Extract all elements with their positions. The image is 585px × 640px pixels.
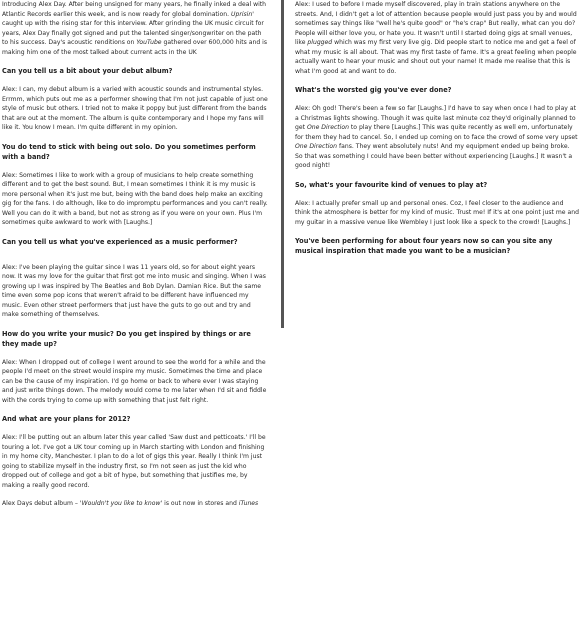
column-divider bbox=[281, 0, 284, 328]
left-column bbox=[2, 0, 268, 518]
closing-text-1: Alex Days debut album – bbox=[2, 500, 78, 507]
question: Can you tell us what you've experienced as a music performer? bbox=[2, 237, 238, 246]
answer bbox=[295, 0, 579, 76]
answer: Alex: I actually prefer small up and personal ones. Coz, I feel closer to the audience and think the atmosphere is better for my kind of music. Trust me! If it's at one point just me and my guitar in a massive venue like Wembley I just look like a speck to the crowd! [Laughs.] bbox=[295, 199, 579, 226]
itunes-name: iTunes bbox=[238, 500, 259, 507]
youtube-name: YouTube bbox=[136, 39, 162, 46]
answer-text: to play there [Laughs.] This was quite recently as well em, unfortunately for them they had to cancel. So, I ended up coming on to face the crowd of some very upset bbox=[295, 124, 578, 141]
intro-text-2: caught up with the rising star for this interview. After grinding the UK music circuit for years, Alex Day finally got signed and put the talented singer/songwriter on the path to his success. Day's acoustic renditions on bbox=[2, 20, 264, 46]
album-title: 'Wouldn't you like to know' bbox=[79, 500, 163, 507]
question: You do tend to stick with being out solo. Do you sometimes perform with a band? bbox=[2, 142, 256, 161]
answer: Alex: I'll be putting out an album later this year called 'Saw dust and petticoats.' I'll be touring a lot. I've got a UK tour coming up in March starting with London and finishing in my home city, Manchester. I plan to do a lot of gigs this year. Really I think I'm just going to stabilize myself in the industry first, so I'm not seen as just the kid who dropped out of college and got a bit of hype, but something that justifies me, by making a really good record. bbox=[2, 434, 266, 489]
question: And what are your plans for 2012? bbox=[2, 415, 131, 423]
question: What's the worsted gig you've ever done? bbox=[295, 86, 452, 94]
answer: Alex: I can, my debut album is a varied with acoustic sounds and instrumental styles. Errmm, which puts out me as a performer showing that I'm not just capable of just one style of music but others. I tried not to make it poppy but just different from the bands that are out at the moment. The album is quite contemporary and I hope my fans will like it. You know I mean. I'm quite different in my opinion. bbox=[2, 86, 268, 131]
intro-text-1: Introducing Alex Day. After being unsigned for many years, he finally inked a deal with Atlantic Records earlier this week, and is now ready for global domination. bbox=[2, 1, 267, 18]
question: You've been performing for about four years now so can you site any musical inspiration that made you want to be a musician? bbox=[295, 237, 553, 255]
venue-name: plugged bbox=[307, 39, 333, 46]
band-name: One Direction bbox=[306, 124, 349, 131]
answer bbox=[295, 104, 579, 171]
intro-text-3: gathered over 600,000 hits and is making him one of the most talked about current acts in the UK bbox=[2, 39, 268, 56]
answer-text: which was my first very live gig. Did people start to notice me and get a feel of what my music is all about. That was my first taste of fame. It's a great feeling when people actually want to hear your music and shout out your name! It made me realise that this is what I'm good at and want to do. bbox=[295, 39, 577, 75]
publication-name: Uprisin' bbox=[230, 10, 254, 18]
right-column bbox=[295, 0, 579, 265]
closing-text-2: is out now in stores and bbox=[164, 500, 237, 507]
answer-text: fans. They went absolutely nuts! And my equipment ended up being broke. So that was something I could have been better without experiencing [Laughs.] It wasn't a good night! bbox=[295, 143, 573, 169]
answer-text: Alex: Oh god! There's been a few so far [Laughs.] I'd have to say when once I had to play at a Christmas lights showing. Though it was quite last minute coz they'd originally planned to get bbox=[295, 105, 576, 131]
answer: Alex: I've been playing the guitar since I was 11 years old, so for about eight years now. It was my love for the guitar that first got me into music and singing. When I was growing up I was inspired by The Beatles and Bob Dylan. Damian Rice. But the same time even some pop icons that weren't afraid to be different have influenced my music. Even other street performers that just have the guts to go out and try and make something of themselves. bbox=[2, 263, 266, 318]
question: How do you write your music? Do you get inspired by things or are they made up? bbox=[2, 329, 251, 348]
answer-text: Alex: I used to before I made myself discovered, play in train stations anywhere on the streets. And, I didn't get a lot of attention because people would just pass you by and would sometimes say things like "well he's quite good" or "he's crap" But really, what can you do? People will either love you, or hate you. It wasn't until I started doing gigs at small venues, like bbox=[295, 1, 577, 46]
answer: Alex: Sometimes I like to work with a group of musicians to help create something different and to get the best sound. But, I mean sometimes I think it is my music is more personal when it's just me but, being with the band does help make an exciting gig for the fans. I do although, like to do impromptu performances and you can't really. Well you can do it with a band, but not as strong as if you were on your own. Plus I'm sometimes quite awkward to work with [Laughs.] bbox=[2, 171, 268, 226]
band-name: One Direction bbox=[295, 143, 338, 150]
closing-note bbox=[2, 499, 268, 509]
question: So, what's your favourite kind of venues to play at? bbox=[295, 180, 488, 189]
answer: Alex: When I dropped out of college I went around to see the world for a while and the people I'd meet on the street would inspire my music. Sometimes the time and place can be the cause of my inspiration. I'd go home or back to where ever I was staying and just write things down. The melody would come to me later when I'd sit and fiddle with the cords trying to come up with something that just felt right. bbox=[2, 358, 267, 404]
intro-paragraph bbox=[2, 0, 268, 57]
question: Can you tell us a bit about your debut album? bbox=[2, 67, 173, 75]
